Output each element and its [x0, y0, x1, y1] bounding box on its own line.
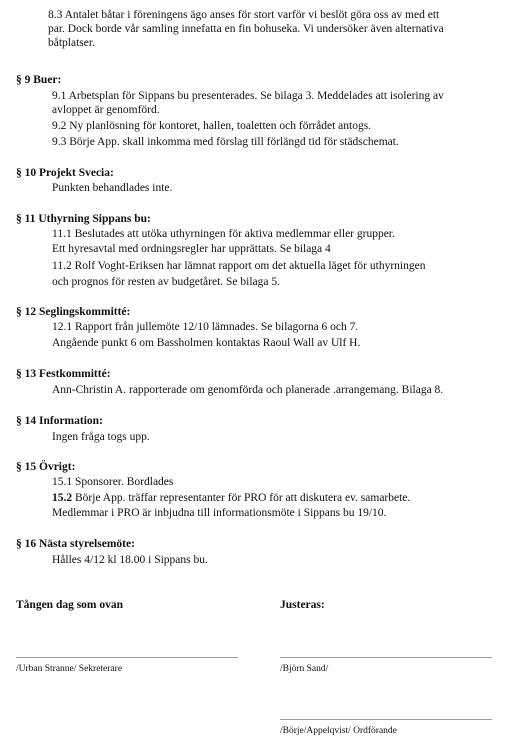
section-line: 15.1 Sponsorer. Bordlades — [52, 476, 174, 488]
section-heading: § 13 Festkommitté: — [16, 368, 111, 380]
section-line: 9.3 Börje App. skall inkomma med förslag till förlängd tid för städschemat. — [52, 136, 399, 148]
signature-name-secretary: /Urban Stranne/ Sekreterare — [16, 664, 123, 674]
item-number: 15.2 — [52, 492, 73, 504]
section-heading: § 11 Uthyrning Sippans bu: — [16, 213, 151, 225]
signature-name-adjuster: /Björn Sand/ — [280, 664, 329, 674]
section-line: 11.1 Beslutades att utöka uthyrningen för aktiva medlemmar eller grupper. — [52, 228, 395, 240]
section-line: 11.2 Rolf Voght-Eriksen har lämnat rapport om det aktuella läget för uthyrningen — [52, 260, 426, 272]
section-heading: § 15 Övrigt: — [16, 461, 76, 473]
signature-line — [16, 657, 238, 658]
section-heading: § 10 Projekt Svecia: — [16, 167, 114, 179]
intro-line: 8.3 Antalet båtar i föreningens ägo anses för stort varför vi beslöt göra oss av med ett — [48, 9, 440, 21]
section-line — [52, 491, 410, 505]
section-heading: § 9 Buer: — [16, 74, 62, 86]
section-line: 9.1 Arbetsplan för Sippans bu presenterades. Se bilaga 3. Meddelades att isolering av — [52, 90, 444, 102]
signature-line — [280, 719, 492, 720]
section-line: och prognos för resten av budgetåret. Se bilaga 5. — [52, 276, 281, 288]
section-line: Angående punkt 6 om Bassholmen kontaktas Raoul Wall av Ulf H. — [52, 337, 361, 349]
section-heading: § 14 Information: — [16, 415, 103, 427]
section-heading: § 12 Seglingskommitté: — [16, 306, 131, 318]
section-line: Ingen fråga togs upp. — [52, 431, 150, 443]
signature-heading-right: Justeras: — [280, 599, 325, 611]
section-line: avloppet är genomförd. — [52, 104, 160, 116]
signature-heading-left: Tången dag som ovan — [16, 599, 124, 611]
section-line: Punkten behandlades inte. — [52, 182, 173, 194]
intro-line: båtplatser. — [48, 37, 95, 49]
section-line: Medlemmar i PRO är inbjudna till informationsmöte i Sippans bu 19/10. — [52, 507, 387, 519]
section-line: Ett hyresavtal med ordningsregler har upprättats. Se bilaga 4 — [52, 243, 331, 255]
section-heading: § 16 Nästa styrelsemöte: — [16, 538, 135, 550]
intro-line: par. Dock borde vår samling innefatta en fin bohuseka. Vi undersöker även alternativa — [48, 23, 444, 35]
item-text: Börje App. träffar representanter för PRO för att diskutera ev. samarbete. — [72, 492, 411, 504]
section-line: 12.1 Rapport från jullemöte 12/10 lämnades. Se bilagorna 6 och 7. — [52, 321, 359, 333]
section-line: Hålles 4/12 kl 18.00 i Sippans bu. — [52, 554, 208, 566]
signature-line — [280, 657, 492, 658]
section-line: Ann-Christin A. rapporterade om genomförda och planerade .arrangemang. Bilaga 8. — [52, 384, 444, 396]
section-line: 9.2 Ny planlösning för kontoret, hallen, toaletten och förrådet antogs. — [52, 120, 372, 132]
signature-name-chairman: /Börje/Appelqvist/ Ordförande — [280, 726, 397, 736]
